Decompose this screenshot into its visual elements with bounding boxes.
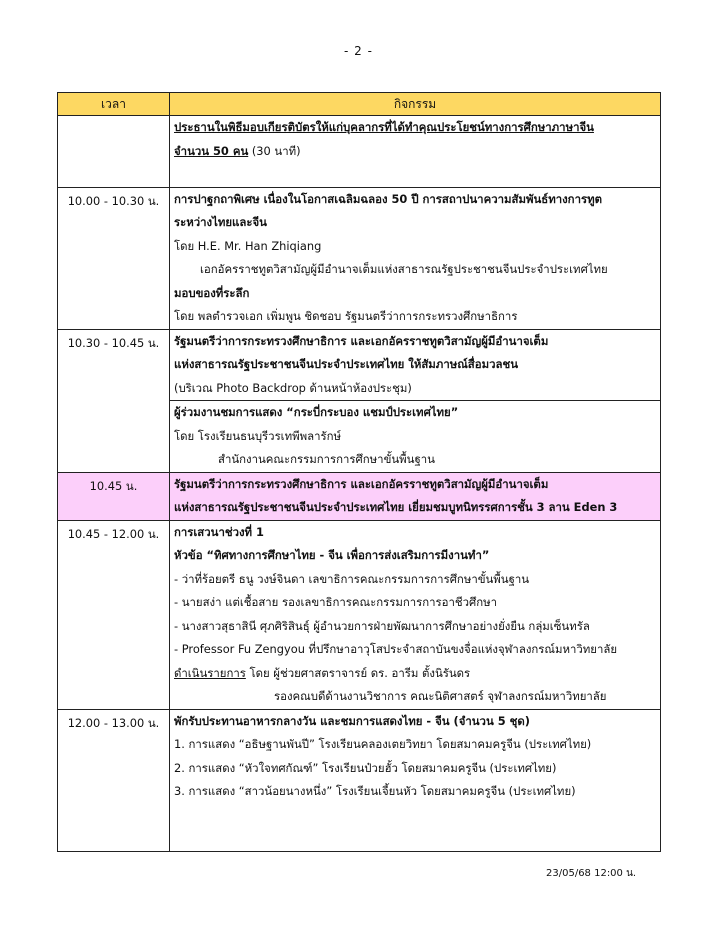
activity-line: - ว่าที่ร้อยตรี ธนู วงษ์จินดา เลขาธิการคณะกรรมการการศึกษาขั้นพื้นฐาน (174, 571, 530, 586)
activity-line: - นายสง่า แต่เชื้อสาย รองเลขาธิการคณะกรรมการการอาชีวศึกษา (174, 595, 498, 609)
table-row (58, 329, 661, 401)
header-time: เวลา (58, 93, 170, 116)
activity-line: ระหว่างไทยและจีน (174, 215, 267, 229)
time-cell: 10.00 - 10.30 น. (58, 187, 170, 329)
activity-line: รองคณบดีด้านงานวิชาการ คณะนิติศาสตร์ จุฬาลงกรณ์มหาวิทยาลัย (274, 689, 607, 703)
header-activity: กิจกรรม (170, 93, 661, 116)
activity-cell (170, 329, 661, 401)
activity-line: 3. การแสดง “สาวน้อยนางหนึ่ง” โรงเรียนเจี้ยนหัว โดยสมาคมครูจีน (ประเทศไทย) (174, 784, 576, 798)
time-cell: 10.45 น. (58, 472, 170, 520)
activity-line: - Professor Fu Zengyou ที่ปรึกษาอาวุโสประจำสถาบันขงจื่อแห่งจุฬาลงกรณ์มหาวิทยาลัย (174, 642, 617, 656)
blank-line (170, 163, 660, 187)
page-number: - 2 - (344, 44, 373, 58)
time-cell: 10.45 - 12.00 น. (58, 520, 170, 709)
activity-cell (170, 472, 661, 520)
time-cell (58, 116, 170, 188)
activity-line: 1. การแสดง “อธิษฐานพันปี” โรงเรียนคลองเตยวิทยา โดยสมาคมครูจีน (ประเทศไทย) (174, 737, 592, 751)
time-cell: 10.30 - 10.45 น. (58, 329, 170, 472)
activity-line: รัฐมนตรีว่าการกระทรวงศึกษาธิการ และเอกอัครราชทูตวิสามัญผู้มีอำนาจเต็ม (174, 476, 549, 491)
blank-line (170, 827, 660, 851)
activity-line: มอบของที่ระลึก (174, 285, 250, 300)
activity-line: ผู้ร่วมงานชมการแสดง “กระบี่กระบอง แชมป์ประเทศไทย” (174, 405, 459, 419)
activity-line: โดย H.E. Mr. Han Zhiqiang (174, 238, 322, 253)
footer-timestamp: 23/05/68 12:00 น. (546, 868, 637, 879)
time-cell: 12.00 - 13.00 น. (58, 709, 170, 851)
count-text: จำนวน 50 คน (174, 143, 249, 158)
activity-cell (170, 401, 661, 473)
table-row (58, 709, 661, 851)
activity-line: แห่งสาธารณรัฐประชาชนจีนประจำประเทศไทย ให้สัมภาษณ์สื่อมวลชน (174, 357, 518, 371)
schedule-table (57, 92, 661, 852)
activity-line: แห่งสาธารณรัฐประชาชนจีนประจำประเทศไทย เยี่ยมชมบูทนิทรรศการชั้น 3 ลาน Eden 3 (174, 500, 618, 514)
activity-line: สำนักงานคณะกรรมการการศึกษาขั้นพื้นฐาน (218, 452, 435, 466)
activity-cell (170, 520, 661, 709)
activity-line: ประธานในพิธีมอบเกียรติบัตรให้แก่บุคลากรที่ได้ทำคุณประโยชน์ทางการศึกษาภาษาจีน (174, 120, 594, 134)
activity-line: โดย พลตำรวจเอก เพิ่มพูน ชิดชอบ รัฐมนตรีว่าการกระทรวงศึกษาธิการ (174, 309, 518, 323)
activity-line: โดย โรงเรียนธนบุรีวรเทพีพลารักษ์ (174, 428, 341, 443)
activity-line: 2. การแสดง “หัวใจทศกัณฑ์” โรงเรียนป๋วยฮั้ว โดยสมาคมครูจีน (ประเทศไทย) (174, 760, 557, 775)
activity-line: เอกอัครราชทูตวิสามัญผู้มีอำนาจเต็มแห่งสาธารณรัฐประชาชนจีนประจำประเทศไทย (200, 262, 608, 276)
activity-line (170, 662, 660, 686)
activity-line: พักรับประทานอาหารกลางวัน และชมการแสดงไทย - จีน (จำนวน 5 ชุด) (174, 713, 530, 728)
activity-cell (170, 116, 661, 188)
duration-text: (30 นาที) (248, 143, 301, 158)
activity-line: รัฐมนตรีว่าการกระทรวงศึกษาธิการ และเอกอัครราชทูตวิสามัญผู้มีอำนาจเต็ม (174, 333, 549, 348)
activity-line: หัวข้อ “ทิศทางการศึกษาไทย - จีน เพื่อการส่งเสริมการมีงานทำ” (174, 548, 490, 562)
blank-line (170, 804, 660, 828)
table-row (58, 520, 661, 709)
activity-cell (170, 709, 661, 851)
table-row-highlighted (58, 472, 661, 520)
table-row (58, 187, 661, 329)
activity-line (170, 140, 660, 164)
table-header-row (58, 93, 661, 116)
activity-line: การเสวนาช่วงที่ 1 (174, 524, 264, 539)
activity-cell (170, 187, 661, 329)
activity-line: (บริเวณ Photo Backdrop ด้านหน้าห้องประชุม) (174, 380, 412, 395)
moderator-label: ดำเนินรายการ (174, 665, 246, 680)
table-row (58, 116, 661, 188)
moderator-text: โดย ผู้ช่วยศาสตราจารย์ ดร. อารีม ตั้งนิรันดร (245, 665, 471, 680)
activity-line: การปาฐกถาพิเศษ เนื่องในโอกาสเฉลิมฉลอง 50 ปี การสถาปนาความสัมพันธ์ทางการทูต (174, 191, 602, 206)
activity-line: - นางสาวสุธาสินี ศุภศิริสินธุ์ ผู้อำนวยการฝ่ายพัฒนาการศึกษาอย่างยั่งยืน กลุ่มเซ็นทรัล (174, 618, 590, 633)
